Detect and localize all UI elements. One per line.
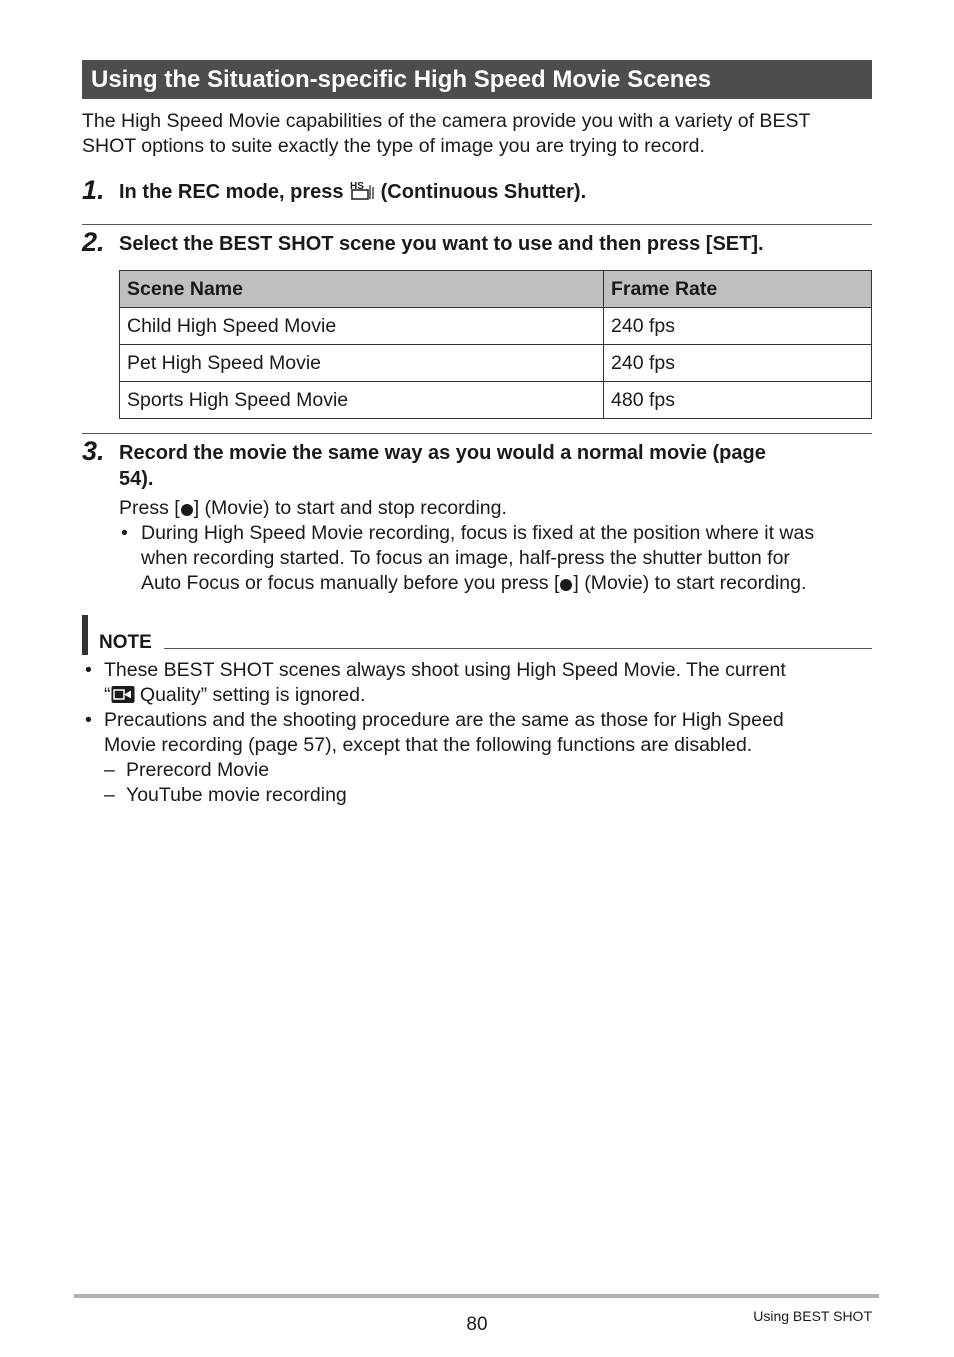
note-line: These BEST SHOT scenes always shoot using High Speed Movie. The current xyxy=(104,659,786,681)
intro-line: SHOT options to suite exactly the type of image you are trying to record. xyxy=(82,135,705,157)
step-divider xyxy=(82,224,872,225)
bullet-marker: • xyxy=(121,522,128,544)
step-2-text: Select the BEST SHOT scene you want to use and then press [SET]. xyxy=(119,233,764,255)
note-text-after: Quality” setting is ignored. xyxy=(134,684,366,706)
scene-name-cell: Pet High Speed Movie xyxy=(120,345,604,382)
svg-text:HS: HS xyxy=(350,181,364,192)
table-header-row xyxy=(120,271,872,308)
note-line: Movie recording (page 57), except that the following functions are disabled. xyxy=(104,734,753,756)
bullet-text-after: ] (Movie) to start recording. xyxy=(573,572,807,594)
step-1-number: 1. xyxy=(82,175,105,205)
step-3-bullet xyxy=(141,521,814,599)
scene-table xyxy=(119,270,872,419)
note-text-before: “ xyxy=(104,684,111,706)
bullet-line: when recording started. To focus an image, half-press the shutter button for xyxy=(141,547,790,569)
table-row xyxy=(120,382,872,419)
press-text-after: ] (Movie) to start and stop recording. xyxy=(193,497,507,519)
scene-name-cell: Sports High Speed Movie xyxy=(120,382,604,419)
continuous-shutter-hs-icon xyxy=(349,179,375,208)
intro-paragraph xyxy=(82,109,810,159)
step-1-text-before: In the REC mode, press xyxy=(119,181,344,203)
scene-name-cell: Child High Speed Movie xyxy=(120,308,604,345)
step-divider xyxy=(82,433,872,434)
step-1-text xyxy=(119,179,586,208)
bullet-line xyxy=(141,571,814,599)
note-sub-item: Prerecord Movie xyxy=(126,759,270,781)
dash-marker: – xyxy=(104,784,115,806)
bullet-line: During High Speed Movie recording, focus is fixed at the position where it was xyxy=(141,522,815,544)
step-3-text-line: Record the movie the same way as you would a normal movie (page xyxy=(119,442,766,464)
table-row xyxy=(120,308,872,345)
dash-marker: – xyxy=(104,759,115,781)
press-text-before: Press [ xyxy=(119,497,180,519)
note-item-2 xyxy=(104,708,784,758)
note-line: Precautions and the shooting procedure are the same as those for High Speed xyxy=(104,709,784,731)
bullet-text-before: Auto Focus or focus manually before you press [ xyxy=(141,572,560,594)
step-3-text xyxy=(119,440,766,492)
bullet-marker: • xyxy=(85,659,92,681)
column-header-frame-rate: Frame Rate xyxy=(604,271,872,308)
frame-rate-cell: 480 fps xyxy=(604,382,872,419)
note-divider xyxy=(164,648,872,649)
footer-divider xyxy=(74,1294,879,1298)
column-header-scene-name: Scene Name xyxy=(120,271,604,308)
step-1-text-after: (Continuous Shutter). xyxy=(380,181,587,203)
step-3-text-line: 54). xyxy=(119,468,154,490)
section-title: Using the Situation-specific High Speed Movie Scenes xyxy=(82,60,872,99)
note-item-1 xyxy=(104,658,786,711)
note-label: NOTE xyxy=(99,632,152,653)
bullet-marker: • xyxy=(85,709,92,731)
step-3-number: 3. xyxy=(82,436,105,466)
page-number: 80 xyxy=(466,1314,488,1335)
step-2-number: 2. xyxy=(82,227,105,257)
footer-section-name: Using BEST SHOT xyxy=(753,1308,872,1324)
movie-record-button-icon xyxy=(559,574,573,599)
frame-rate-cell: 240 fps xyxy=(604,345,872,382)
note-marker-bar xyxy=(82,615,88,655)
frame-rate-cell: 240 fps xyxy=(604,308,872,345)
intro-line: The High Speed Movie capabilities of the camera provide you with a variety of BEST xyxy=(82,110,811,132)
note-sub-item: YouTube movie recording xyxy=(126,784,347,806)
note-line xyxy=(104,683,786,711)
table-row xyxy=(120,345,872,382)
step-3-press-instruction xyxy=(119,496,507,524)
